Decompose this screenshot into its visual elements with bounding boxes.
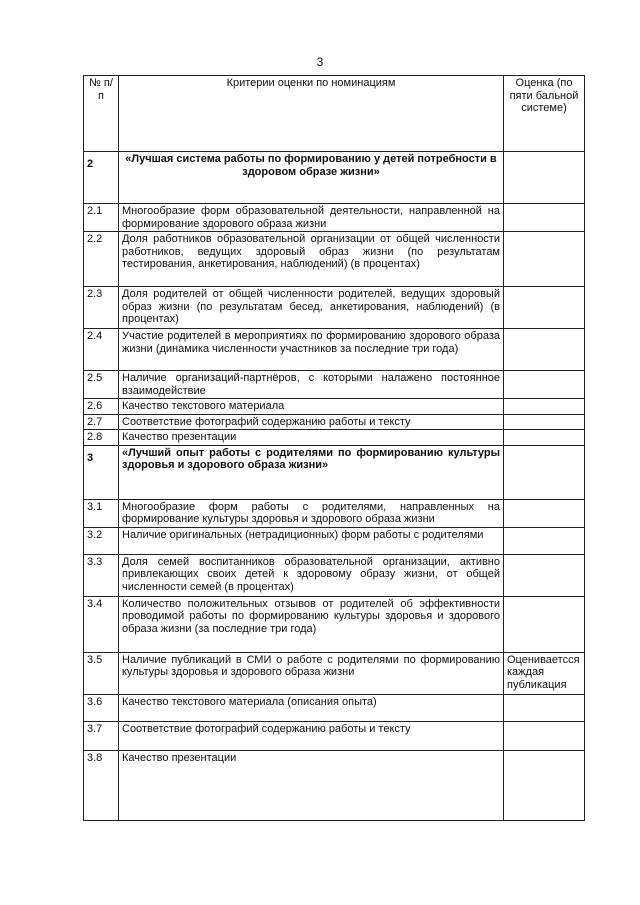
page-number: 3 [316, 55, 324, 69]
score-cell [504, 527, 585, 554]
table-row [84, 371, 585, 399]
criterion-text: Наличие организаций-партнёров, с которыми налажено постоянное взаимодействие [119, 371, 504, 399]
score-cell [504, 430, 585, 446]
header-criteria: Критерии оценки по номинациям [119, 76, 504, 152]
score-cell [504, 499, 585, 527]
score-cell [504, 287, 585, 329]
criterion-text: Качество текстового материала (описания опыта) [119, 694, 504, 721]
table-row [84, 596, 585, 652]
score-cell [504, 152, 585, 204]
criterion-text: Наличие публикаций в СМИ о работе с родителями по формированию культуры здоровья и здорового образа жизни [119, 652, 504, 694]
row-number: 3.1 [84, 499, 119, 527]
criterion-text: Доля семей воспитанников образовательной организации, активно привлекающих своих детей к здоровому образу жизни, от общей численности семей (в процентах) [119, 554, 504, 596]
row-number: 3.3 [84, 554, 119, 596]
row-number: 3.6 [84, 694, 119, 721]
section-row [84, 152, 585, 204]
criteria-table [83, 75, 585, 821]
row-number: 2.7 [84, 414, 119, 430]
row-number: 2.3 [84, 287, 119, 329]
criterion-text: Качество текстового материала [119, 399, 504, 415]
table-row [84, 721, 585, 750]
score-cell [504, 232, 585, 287]
score-cell [504, 204, 585, 232]
table-row [84, 527, 585, 554]
table-row [84, 554, 585, 596]
criterion-text: Доля родителей от общей численности родителей, ведущих здоровый образ жизни (по результатам бесед, анкетирования, наблюдений) (в процентах) [119, 287, 504, 329]
criterion-text: Участие родителей в мероприятиях по формированию здорового образа жизни (динамика численности участников за последние три года) [119, 329, 504, 371]
row-number: 2.1 [84, 204, 119, 232]
section-title: «Лучший опыт работы с родителями по формированию культуры здоровья и здорового образа жизни» [119, 445, 504, 499]
table-row [84, 694, 585, 721]
row-number: 2.4 [84, 329, 119, 371]
row-number: 2 [84, 152, 119, 204]
score-cell [504, 329, 585, 371]
table-header-row [84, 76, 585, 152]
score-cell [504, 445, 585, 499]
score-cell [504, 414, 585, 430]
row-number: 3.2 [84, 527, 119, 554]
criterion-text: Доля работников образовательной организации от общей численности работников, ведущих здоровый образ жизни (по результатам тестирования, анкетирования, наблюдений) (в процентах) [119, 232, 504, 287]
score-cell [504, 750, 585, 820]
criterion-text: Количество положительных отзывов от родителей об эффективности проводимой работы по формированию культуры здоровья и здорового образа жизни (за последние три года) [119, 596, 504, 652]
score-cell [504, 554, 585, 596]
score-cell [504, 694, 585, 721]
row-number: 3.7 [84, 721, 119, 750]
criterion-text: Многообразие форм работы с родителями, направленных на формирование культуры здоровья и здорового образа жизни [119, 499, 504, 527]
section-title: «Лучшая система работы по формированию у детей потребности в здоровом образе жизни» [119, 152, 504, 204]
row-number: 3.4 [84, 596, 119, 652]
score-cell: Оцениваетсся каждая публикация [504, 652, 585, 694]
table-row [84, 414, 585, 430]
row-number: 3.5 [84, 652, 119, 694]
table-row [84, 232, 585, 287]
table-row [84, 204, 585, 232]
row-number: 3.8 [84, 750, 119, 820]
row-number: 2.8 [84, 430, 119, 446]
table-row [84, 329, 585, 371]
criterion-text: Соответствие фотографий содержанию работы и тексту [119, 721, 504, 750]
table-row [84, 750, 585, 820]
score-cell [504, 399, 585, 415]
header-score: Оценка (по пяти бальной системе) [504, 76, 585, 152]
score-cell [504, 596, 585, 652]
table-row [84, 430, 585, 446]
score-cell [504, 371, 585, 399]
section-row [84, 445, 585, 499]
row-number: 2.5 [84, 371, 119, 399]
row-number: 2.2 [84, 232, 119, 287]
criterion-text: Соответствие фотографий содержанию работы и тексту [119, 414, 504, 430]
row-number: 3 [84, 445, 119, 499]
row-number: 2.6 [84, 399, 119, 415]
header-num: № п/п [84, 76, 119, 152]
criterion-text: Наличие оригинальных (нетрадиционных) форм работы с родителями [119, 527, 504, 554]
table-row [84, 399, 585, 415]
criterion-text: Многообразие форм образовательной деятельности, направленной на формирование здорового образа жизни [119, 204, 504, 232]
criterion-text: Качество презентации [119, 430, 504, 446]
table-row [84, 652, 585, 694]
criterion-text: Качество презентации [119, 750, 504, 820]
score-cell [504, 721, 585, 750]
table-row [84, 287, 585, 329]
table-row [84, 499, 585, 527]
